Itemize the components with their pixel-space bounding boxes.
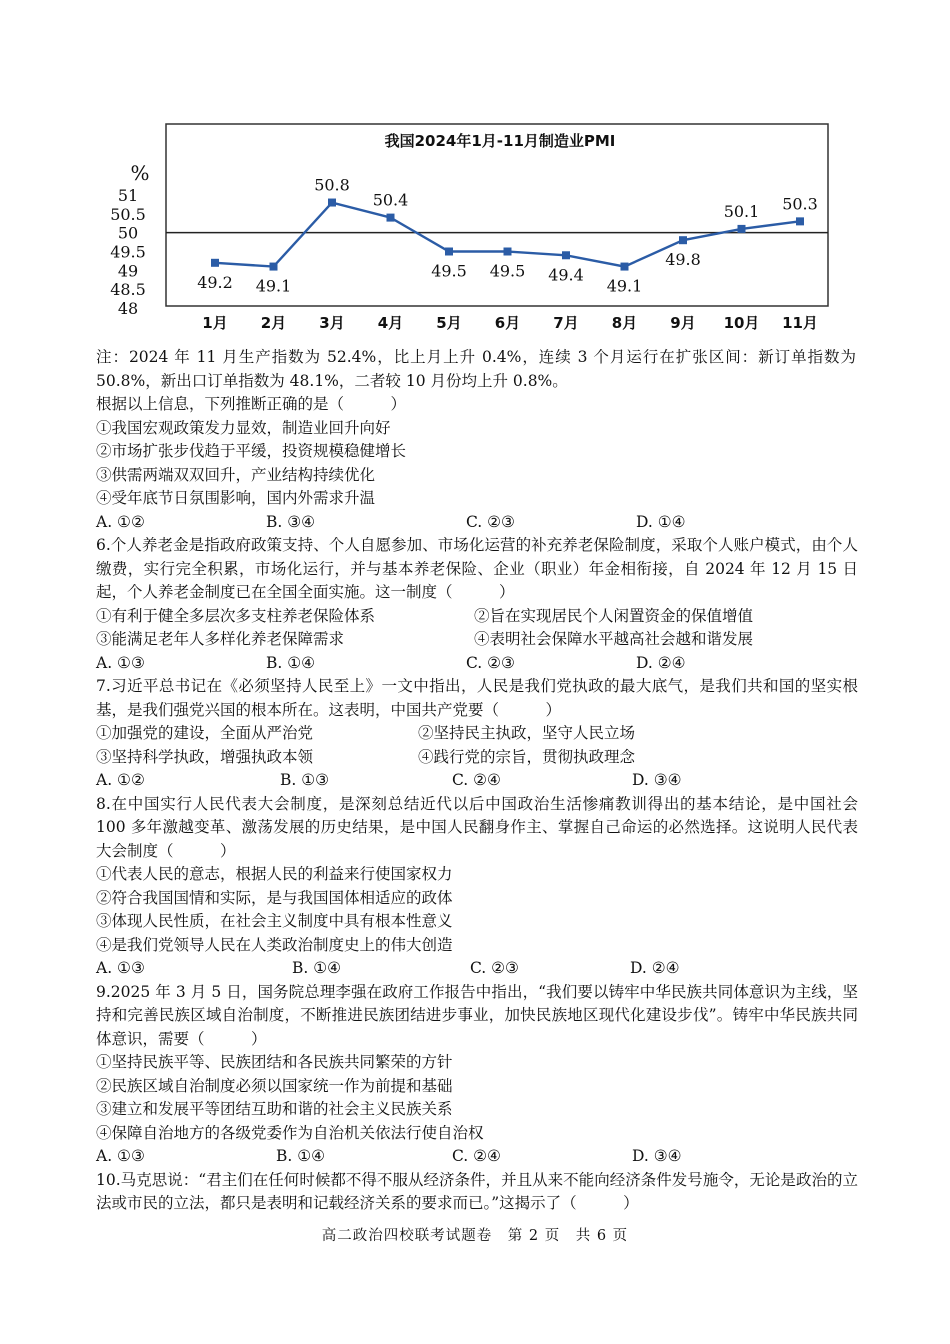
chart-note (96, 346, 856, 393)
data-label: 49.4 (548, 265, 584, 285)
question-5 (96, 393, 858, 534)
answer-b[interactable]: B. ③④ (266, 512, 316, 531)
question-7-option-2: ②坚持民主执政，坚守人民立场 (418, 724, 636, 742)
data-point (270, 263, 278, 271)
answer-b[interactable]: B. ①④ (266, 653, 316, 672)
question-6-option-4: ④表明社会保障水平越高社会越和谐发展 (474, 630, 754, 648)
answer-b[interactable]: B. ①④ (276, 1147, 326, 1165)
answer-c[interactable]: C. ②③ (470, 959, 519, 977)
y-tick-label: 48.5 (110, 280, 146, 300)
question-8 (96, 793, 858, 981)
pmi-series-line (215, 203, 800, 270)
question-6-option-2: ②旨在实现居民个人闲置资金的保值增值 (474, 606, 754, 625)
answer-d[interactable]: D. ③④ (632, 1147, 682, 1165)
question-6-answers (96, 652, 858, 676)
question-7 (96, 675, 858, 793)
question-8-option-3: ③体现人民性质，在社会主义制度中具有根本性意义 (96, 912, 453, 930)
x-tick-labels (202, 314, 818, 332)
question-6-option-3: ③能满足老年人多样化养老保障需求 (96, 630, 345, 648)
x-tick-label: 10月 (723, 314, 760, 332)
x-tick-label: 1月 (202, 314, 228, 332)
question-5-option-3: ③供需两端双双回升，产业结构持续优化 (96, 465, 376, 484)
question-8-option-4: ④是我们党领导人民在人类政治制度史上的伟大创造 (96, 935, 453, 954)
data-point (562, 251, 570, 259)
answer-d[interactable]: D. ①④ (636, 512, 686, 531)
question-9-option-1: ①坚持民族平等、民族团结和各民族共同繁荣的方针 (96, 1053, 453, 1071)
question-5-option-4: ④受年底节日氛围影响，国内外需求升温 (96, 489, 376, 507)
data-label: 49.8 (665, 250, 701, 270)
x-tick-label: 6月 (494, 314, 521, 332)
question-5-answers (96, 511, 858, 535)
question-5-stem: 根据以上信息，下列推断正确的是（ ） (96, 395, 407, 413)
answer-b[interactable]: B. ①③ (280, 771, 330, 789)
question-7-options-row-1 (96, 722, 858, 746)
y-tick-label: 50 (117, 223, 139, 243)
data-point (445, 248, 453, 256)
question-6 (96, 534, 858, 675)
answer-a[interactable]: A. ①③ (96, 653, 145, 672)
x-tick-label: 2月 (260, 314, 287, 332)
y-tick-label: 50.5 (110, 204, 146, 224)
x-tick-label: 7月 (553, 314, 579, 332)
question-7-answers (96, 769, 858, 793)
question-6-options-row-2 (96, 628, 858, 652)
question-7-options-row-2 (96, 746, 858, 770)
data-point (211, 259, 219, 267)
question-7-option-1: ①加强党的建设，全面从严治党 (96, 724, 314, 742)
answer-a[interactable]: A. ①② (96, 771, 145, 789)
x-tick-label: 5月 (436, 314, 462, 332)
data-label: 50.3 (782, 194, 818, 214)
question-6-stem: 6.个人养老金是指政府政策支持、个人自愿参加、市场化运营的补充养老保险制度，采取个人账户模式，由个人缴费，实行完全积累，市场化运行，并与基本养老保险、企业（职业）年金相衔接，自 2024 年 12 月 15 日起，个人养老金制度已在全国全面实施。这一制度（ ） (96, 536, 858, 601)
data-point (387, 214, 395, 222)
answer-c[interactable]: C. ②④ (452, 771, 501, 789)
question-9-option-3: ③建立和发展平等团结互助和谐的社会主义民族关系 (96, 1100, 453, 1118)
x-tick-label: 9月 (670, 314, 696, 332)
question-7-stem: 7.习近平总书记在《必须坚持人民至上》一文中指出，人民是我们党执政的最大底气，是我们共和国的坚实根基，是我们强党兴国的根本所在。这表明，中国共产党要（ ） (96, 677, 858, 719)
question-9 (96, 981, 858, 1169)
data-point (738, 225, 746, 233)
y-tick-label: 51 (117, 186, 139, 205)
question-8-option-2: ②符合我国国情和实际，是与我国国体相适应的政体 (96, 888, 453, 907)
chart-title: 我国2024年1月-11月制造业PMI (384, 132, 616, 150)
question-9-stem: 9.2025 年 3 月 5 日，国务院总理李强在政府工作报告中指出，“我们要以铸牢中华民族共同体意识为主线，坚持和完善民族区域自治制度，不断推进民族团结进步事业，加快民族地区现代化建设步伐”。铸牢中华民族共同体意识，需要（ ） (96, 982, 858, 1048)
data-label: 49.1 (606, 276, 643, 296)
answer-c[interactable]: C. ②③ (466, 653, 515, 672)
question-5-option-1: ①我国宏观政策发力显效，制造业回升向好 (96, 418, 391, 437)
pmi-line-chart (100, 118, 838, 340)
data-labels (197, 176, 818, 296)
y-tick-label: 48 (117, 299, 139, 318)
data-label: 49.5 (489, 261, 526, 281)
data-label: 50.8 (314, 175, 350, 195)
data-label: 49.1 (255, 276, 292, 296)
data-label: 50.4 (372, 190, 409, 210)
answer-c[interactable]: C. ②④ (452, 1147, 501, 1165)
question-8-stem: 8.在中国实行人民代表大会制度，是深刻总结近代以后中国政治生活惨痛教训得出的基本结论，是中国社会 100 多年激越变革、激荡发展的历史结果，是中国人民翻身作主、掌握自己命运的必然选择。这说明人民代表大会制度（ ） (96, 794, 858, 860)
data-label: 49.5 (431, 261, 467, 281)
y-axis-unit: % (130, 161, 150, 185)
question-8-option-1: ①代表人民的意志，根据人民的利益来行使国家权力 (96, 865, 453, 883)
x-tick-label: 4月 (377, 314, 404, 332)
question-10 (96, 1169, 858, 1216)
note-text: 注：2024 年 11 月生产指数为 52.4%，比上月上升 0.4%，连续 3 个月运行在扩张区间：新订单指数为 50.8%，新出口订单指数为 48.1%，二者较 10 月份均上升 0.8%。 (96, 348, 856, 390)
data-label: 50.1 (723, 201, 760, 221)
answer-b[interactable]: B. ①④ (292, 959, 342, 977)
x-tick-label: 3月 (319, 314, 345, 332)
y-tick-label: 49 (117, 261, 139, 281)
data-label: 49.2 (197, 272, 233, 292)
answer-d[interactable]: D. ②④ (630, 959, 680, 977)
data-point (796, 217, 804, 225)
data-point (328, 199, 336, 207)
question-5-option-2: ②市场扩张步伐趋于平缓，投资规模稳健增长 (96, 442, 407, 460)
question-9-option-2: ②民族区域自治制度必须以国家统一作为前提和基础 (96, 1076, 453, 1095)
data-point (504, 248, 512, 256)
question-9-option-4: ④保障自治地方的各级党委作为自治机关依法行使自治权 (96, 1123, 484, 1142)
question-8-answers (96, 957, 858, 981)
x-tick-label: 11月 (782, 314, 818, 332)
question-10-stem: 10.马克思说：“君主们在任何时候都不得不服从经济条件，并且从来不能向经济条件发号施令，无论是政治的立法或市民的立法，都只是表明和记载经济关系的要求而已。”这揭示了（ ） (96, 1170, 858, 1212)
x-tick-label: 8月 (611, 314, 638, 332)
y-tick-labels (110, 186, 146, 318)
question-6-options-row-1 (96, 605, 858, 629)
answer-c[interactable]: C. ②③ (466, 512, 515, 531)
answer-a[interactable]: A. ①③ (96, 959, 145, 977)
question-7-option-3: ③坚持科学执政，增强执政本领 (96, 747, 314, 766)
answer-a[interactable]: A. ①③ (96, 1147, 145, 1165)
answer-d[interactable]: D. ③④ (632, 771, 682, 789)
answer-d[interactable]: D. ②④ (636, 653, 686, 672)
question-7-option-4: ④践行党的宗旨，贯彻执政理念 (418, 747, 636, 766)
question-9-answers (96, 1145, 858, 1169)
question-list (96, 393, 858, 1216)
answer-a[interactable]: A. ①② (96, 512, 145, 531)
data-point (621, 263, 629, 271)
y-tick-label: 49.5 (110, 242, 146, 262)
question-6-option-1: ①有利于健全多层次多支柱养老保险体系 (96, 606, 376, 625)
data-point (679, 236, 687, 244)
page-footer: 高二政治四校联考试题卷 第 2 页 共 6 页 (321, 1228, 629, 1244)
